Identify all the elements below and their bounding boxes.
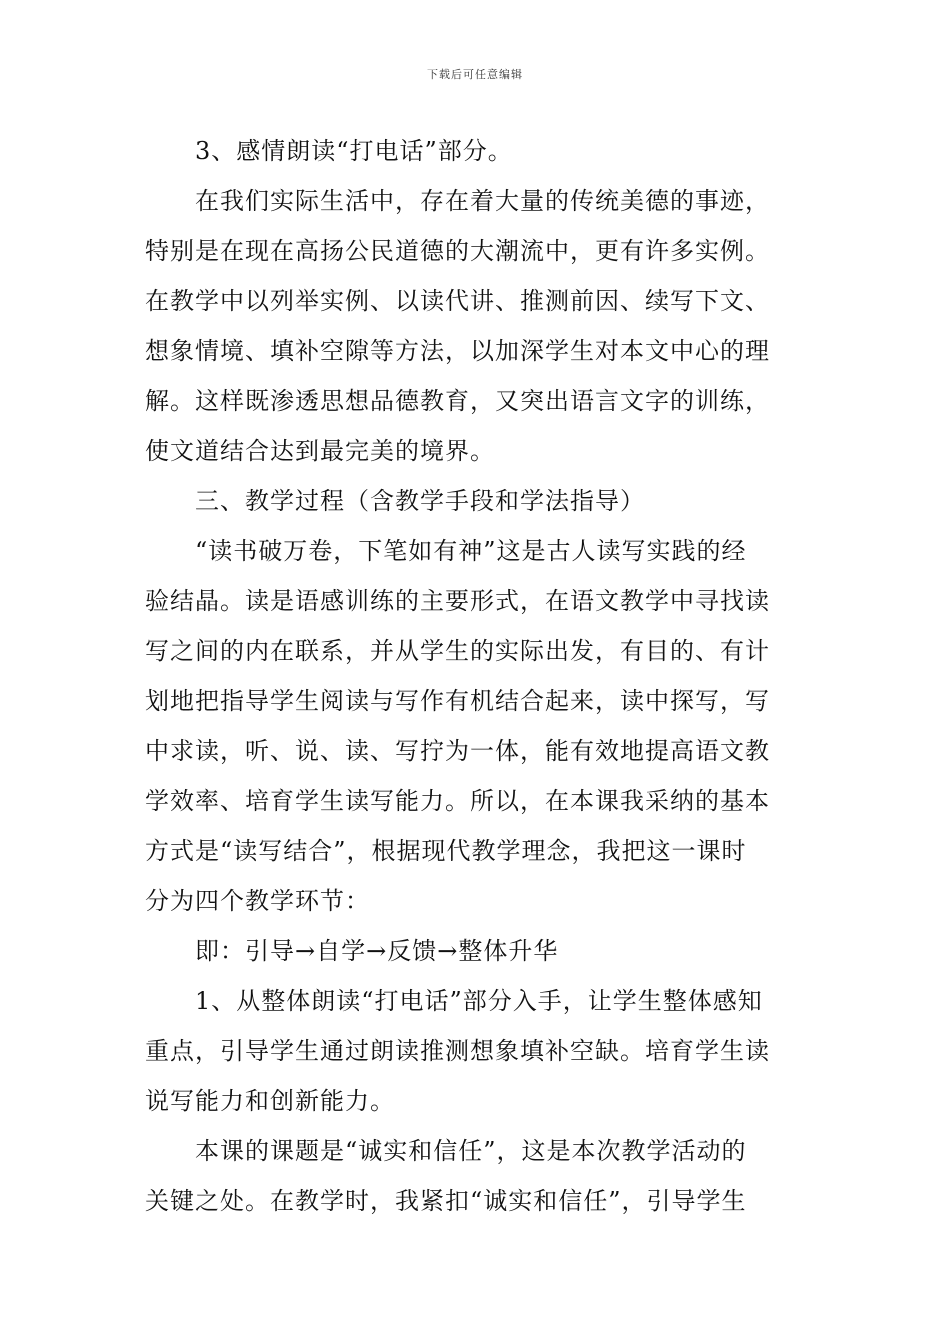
text-line: 特别是在现在高扬公民道德的大潮流中，更有许多实例。 xyxy=(145,237,770,265)
text-line: 即：引导→自学→反馈→整体升华 xyxy=(195,937,559,965)
text-line: “读书破万卷，下笔如有神”这是古人读写实践的经 xyxy=(195,537,747,565)
text-line: 使文道结合达到最完美的境界。 xyxy=(145,437,495,465)
text-line: 在我们实际生活中，存在着大量的传统美德的事迹， xyxy=(195,187,770,215)
text-line: 方式是“读写结合”，根据现代教学理念，我把这一课时 xyxy=(145,837,747,865)
document-body xyxy=(145,126,809,1226)
text-line: 说写能力和创新能力。 xyxy=(145,1087,395,1115)
text-line: 关键之处。在教学时，我紧扣“诚实和信任”，引导学生 xyxy=(145,1187,747,1215)
text-line: 学效率、培育学生读写能力。所以，在本课我采纳的基本 xyxy=(145,787,770,815)
text-line: 划地把指导学生阅读与写作有机结合起来，读中探写，写 xyxy=(145,687,770,715)
text-line: 验结晶。读是语感训练的主要形式，在语文教学中寻找读 xyxy=(145,587,770,615)
section-heading: 三、教学过程（含教学手段和学法指导） xyxy=(195,487,645,515)
text-line: 写之间的内在联系，并从学生的实际出发，有目的、有计 xyxy=(145,637,770,665)
text-line: 解。这样既渗透思想品德教育，又突出语言文字的训练， xyxy=(145,387,770,415)
text-line: 本课的课题是“诚实和信任”，这是本次教学活动的 xyxy=(195,1137,747,1165)
header-note: 下载后可任意编辑 xyxy=(427,68,523,81)
text-line: 3、感情朗读“打电话”部分。 xyxy=(195,137,513,165)
text-line: 1、从整体朗读“打电话”部分入手，让学生整体感知 xyxy=(195,987,763,1015)
text-line: 中求读，听、说、读、写拧为一体，能有效地提高语文教 xyxy=(145,737,770,765)
text-line: 重点，引导学生通过朗读推测想象填补空缺。培育学生读 xyxy=(145,1037,770,1065)
text-line: 分为四个教学环节： xyxy=(145,887,370,915)
text-line: 在教学中以列举实例、以读代讲、推测前因、续写下文、 xyxy=(145,287,770,315)
text-line: 想象情境、填补空隙等方法，以加深学生对本文中心的理 xyxy=(145,337,770,365)
